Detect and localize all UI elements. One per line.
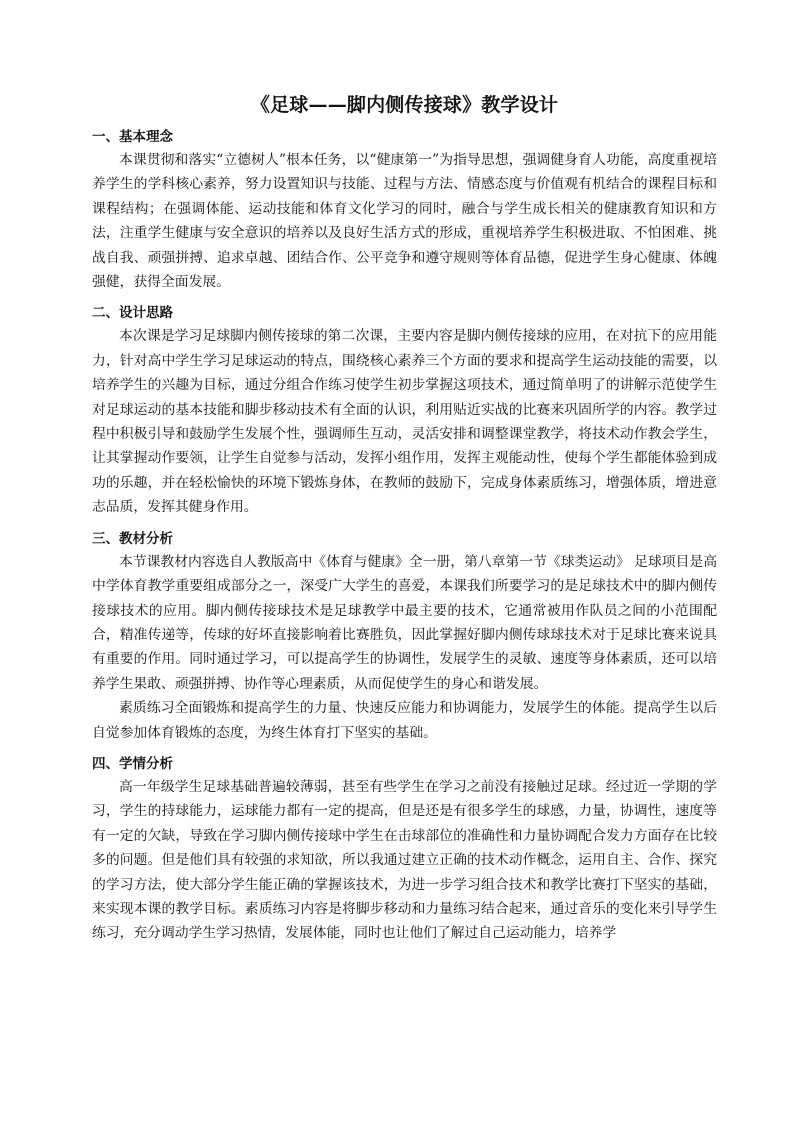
paragraph: 本课贯彻和落实“立德树人”根本任务，以“健康第一”为指导思想，强调健身育人功能，高度重视培养学生的学科核心素养，努力设置知识与技能、过程与方法、情感态度与价值观有机结合的课程目标和课程结构；在强调体能、运动技能和体育文化学习的同时，融合与学生成长相关的健康教育知识和方法，注重学生健康与安全意识的培养以及良好生活方式的形成，重视培养学生积极进取、不怕困难、挑战自我、顽强拼搏、追求卓越、团结合作、公平竞争和遵守规则等体育品德，促进学生身心健康、体魄强健，获得全面发展。 [92, 152, 717, 291]
section-heading: 二、设计思路 [92, 305, 173, 322]
paragraph: 本节课教材内容选自人教版高中《体育与健康》全一册，第八章第一节《球类运动》 足球项目是高中学体育教学重要组成部分之一，深受广大学生的喜爱，本课我们所要学习的是足球技术中的脚内侧传接球技术的应用。脚内侧传接球技术是足球教学中最主要的技术，它通常被用作队员之间的小范围配合，精准传递等，传球的好坏直接影响着比赛胜负，因此掌握好脚内侧传球球技术对于足球比赛来说具有重要的作用。同时通过学习，可以提高学生的协调性，发展学生的灵敏、速度等身体素质，还可以培养学生果敢、顽强拼搏、协作等心理素质，从而促使学生的身心和谐发展。 [92, 553, 717, 692]
document-body [92, 92, 717, 946]
section-heading: 四、学情分析 [92, 755, 173, 772]
section-heading: 三、教材分析 [92, 530, 173, 547]
section-material-analysis [92, 528, 717, 745]
section-heading: 一、基本理念 [92, 129, 173, 145]
paragraph: 素质练习全面锻炼和提高学生的力量、快速反应能力和协调能力，发展学生的体能。提高学生以后自觉参加体育锻炼的态度，为终生体育打下坚实的基础。 [92, 700, 717, 741]
section-basic-concept [92, 126, 717, 294]
section-student-analysis [92, 753, 717, 946]
document-title: 《足球——脚内侧传接球》教学设计 [250, 94, 559, 116]
paragraph: 高一年级学生足球基础普遍较薄弱，甚至有些学生在学习之前没有接触过足球。经过近一学期的学习，学生的持球能力，运球能力都有一定的提高，但是还是有很多学生的球感，力量，协调性，速度等有一定的欠缺，导致在学习脚内侧传接球中学生在击球部位的准确性和力量协调配合发力方面存在比较多的问题。但是他们具有较强的求知欲，所以我通过建立正确的技术动作概念，运用自主、合作、探究的学习方法，使大部分学生能正确的掌握该技术，为进一步学习组合技术和教学比赛打下坚实的基础，来实现本课的教学目标。素质练习内容是将脚步移动和力量练习结合起来，通过音乐的变化来引导学生练习，充分调动学生学习热情，发展体能，同时也让他们了解过自己运动能力，培养学 [92, 778, 717, 942]
paragraph: 本次课是学习足球脚内侧传接球的第二次课，主要内容是脚内侧传接球的应用，在对抗下的应用能力，针对高中学生学习足球运动的特点，围绕核心素养三个方面的要求和提高学生运动技能的需要，以培养学生的兴趣为目标，通过分组合作练习使学生初步掌握这项技术，通过简单明了的讲解示范使学生对足球运动的基本技能和脚步移动技术有全面的认识，利用贴近实战的比赛来巩固所学的内容。教学过程中积极引导和鼓励学生发展个性，强调师生互动，灵活安排和调整课堂教学，将技术动作教会学生，让其掌握动作要领，让学生自觉参与活动，发挥小组作用，发挥主观能动性，使每个学生都能体验到成功的乐趣，并在轻松愉快的环境下锻炼身体，在教师的鼓励下，完成身体素质练习，增强体质，增进意志品质，发挥其健身作用。 [92, 328, 717, 516]
section-design-idea [92, 302, 717, 519]
